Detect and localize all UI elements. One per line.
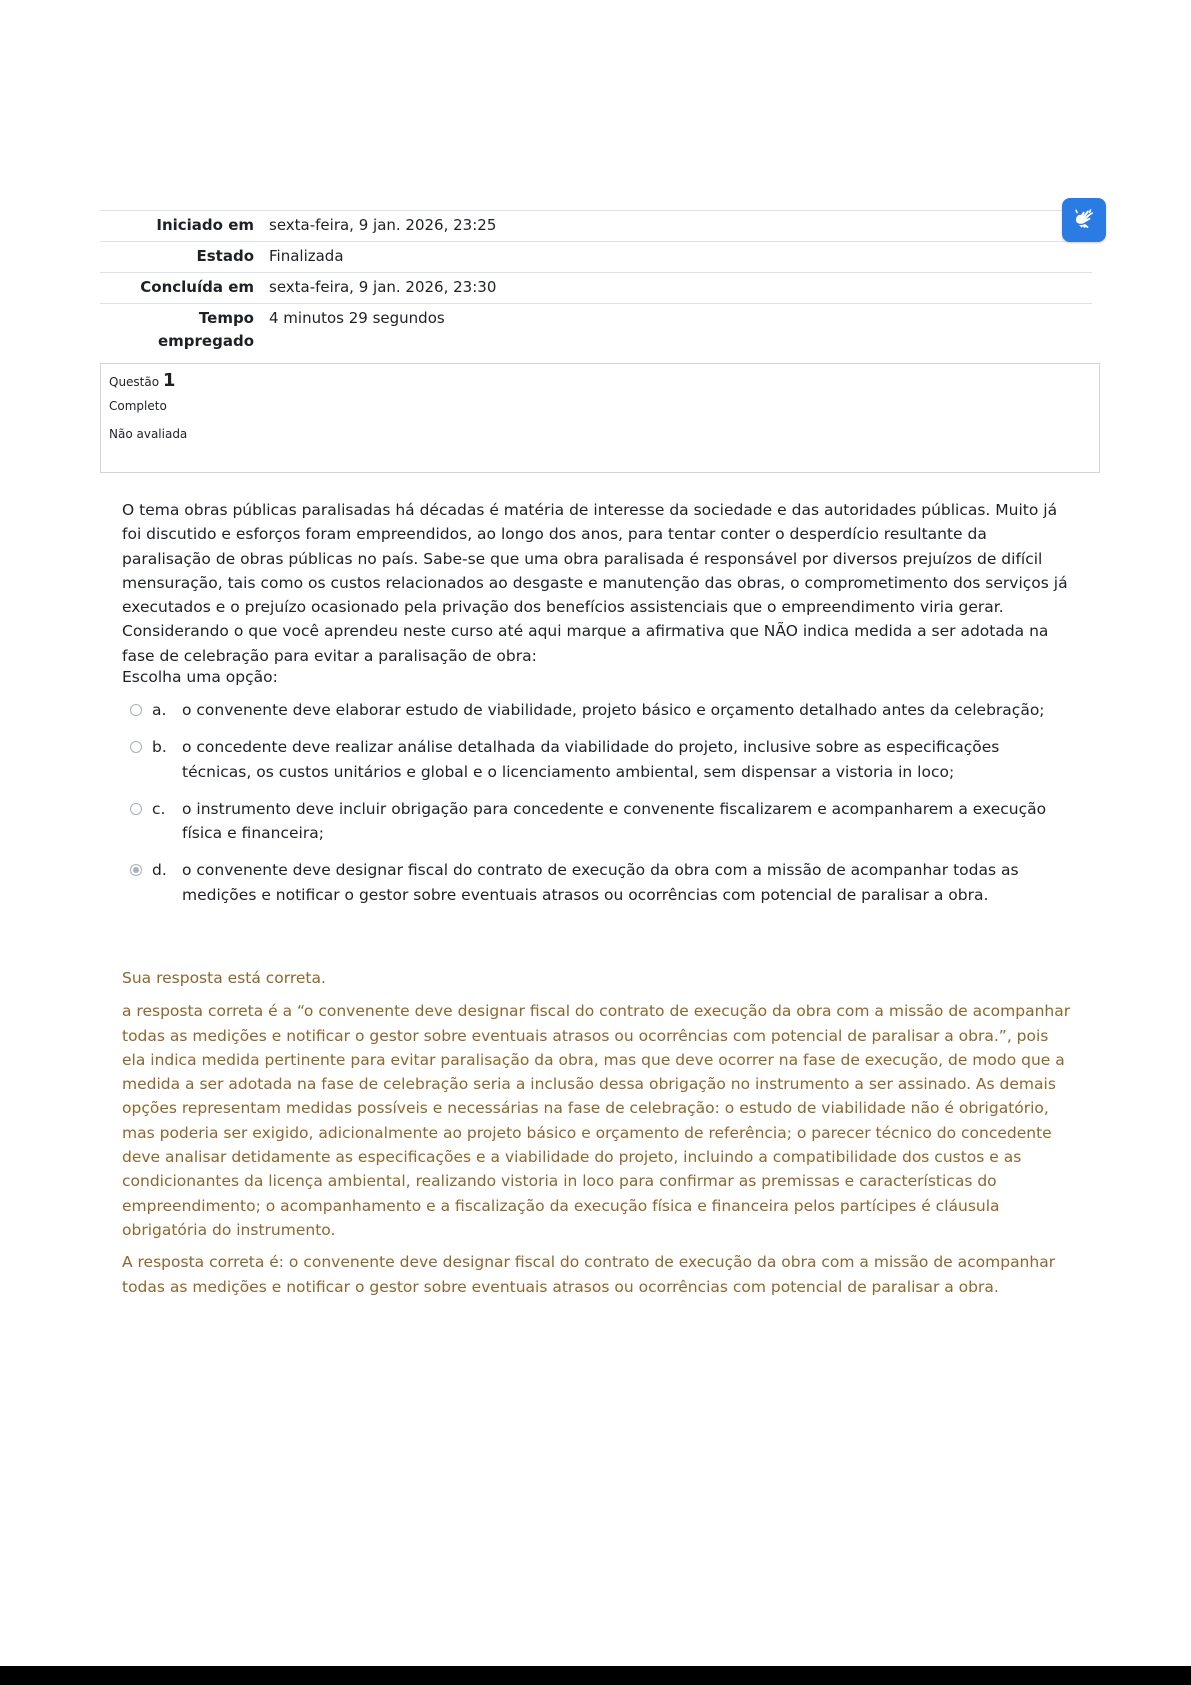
feedback-general: a resposta correta é a “o convenente deve designar fiscal do contrato de execução da obra com a missão de acompanhar todas as medições e notificar o gestor sobre eventuais atrasos ou ocorrências com potencial de paralisar a obra.”, pois ela indica medida pertinente para evitar paralisação da obra, mas que deve ocorrer na fase de execução, de modo que a medida a ser adotada na fase de celebração seria a inclusão dessa obrigação no instrumento a ser assinado. As demais opções representam medidas possíveis e necessárias na fase de celebração: o estudo de viabilidade não é obrigatório, mas poderia ser exigido, adicionalmente ao projeto básico e orçamento de referência; o parecer técnico do concedente deve analisar detidamente as especificações e a viabilidade do projeto, incluindo a compatibilidade dos custos e as condicionantes da licença ambiental, realizando vistoria in loco para confirmar as premissas e características do empreendimento; o acompanhamento e a fiscalização da execução física e financeira pelos partícipes é cláusula obrigatória do instrumento.: [122, 1002, 1071, 1239]
feedback-right-answer: A resposta correta é: o convenente deve designar fiscal do contrato de execução da obra com a missão de acompanhar todas as medições e notificar o gestor sobre eventuais atrasos ou ocorrências com potencial de paralisar a obra.: [122, 1253, 1056, 1296]
summary-row-state: [100, 241, 1092, 272]
summary-value: Finalizada: [269, 247, 344, 265]
option-letter: b.: [152, 738, 167, 757]
summary-value: 4 minutos 29 segundos: [269, 309, 445, 327]
question-number-value: 1: [162, 370, 176, 391]
answer-prompt: Escolha uma opção:: [122, 668, 278, 686]
option-text: o instrumento deve incluir obrigação para concedente e convenente fiscalizarem e acompanharem a execução física e financeira;: [182, 799, 1047, 843]
question-number: [109, 372, 1091, 391]
radio-button[interactable]: [130, 741, 142, 753]
attempt-summary-table: [100, 210, 1092, 357]
option-letter: a.: [152, 701, 167, 719]
question-label: Questão: [109, 375, 160, 389]
accessibility-button[interactable]: [1062, 198, 1106, 242]
radio-button[interactable]: [130, 803, 142, 815]
sign-language-hands-icon: [1070, 206, 1098, 234]
radio-button[interactable]: [130, 704, 142, 716]
option-text: o convenente deve elaborar estudo de viabilidade, projeto básico e orçamento detalhado antes da celebração;: [182, 701, 1045, 719]
summary-label: Concluída em: [140, 278, 254, 296]
option-letter: c.: [152, 799, 166, 818]
summary-value: sexta-feira, 9 jan. 2026, 23:25: [269, 216, 497, 234]
answer-options: [130, 698, 1070, 920]
summary-label: Tempo empregado: [157, 309, 254, 350]
question-grade: Não avaliada: [109, 427, 188, 441]
answer-option-a[interactable]: [130, 698, 1070, 722]
radio-button-selected[interactable]: [130, 864, 142, 876]
bottom-bar: [0, 1666, 1191, 1685]
answer-option-c[interactable]: [130, 797, 1070, 846]
question-text: O tema obras públicas paralisadas há décadas é matéria de interesse da sociedade e das autoridades públicas. Muito já foi discutido e esforços foram empreendidos, ao longo dos anos, para tentar conter o desperdício resultante da paralisação de obras públicas no país. Sabe-se que uma obra paralisada é responsável por diversos prejuízos de difícil mensuração, tais como os custos relacionados ao desgaste e manutenção das obras, o comprometimento dos serviços já executados e o prejuízo ocasionado pela privação dos benefícios assistenciais que o empreendimento viria gerar. Considerando o que você aprendeu neste curso até aqui marque a afirmativa que NÃO indica medida a ser adotada na fase de celebração para evitar a paralisação de obra:: [122, 501, 1068, 665]
answer-option-d[interactable]: [130, 858, 1070, 907]
answer-option-b[interactable]: [130, 735, 1070, 784]
question-state: Completo: [109, 399, 167, 413]
summary-label: Estado: [196, 247, 254, 265]
summary-row-started: [100, 210, 1092, 241]
summary-value: sexta-feira, 9 jan. 2026, 23:30: [269, 278, 497, 296]
feedback-correctness: Sua resposta está correta.: [122, 969, 326, 987]
option-text: o convenente deve designar fiscal do contrato de execução da obra com a missão de acompanhar todas as medições e notificar o gestor sobre eventuais atrasos ou ocorrências com potencial de paralisar a obra.: [182, 861, 1019, 904]
feedback-section: [122, 966, 1072, 1299]
option-letter: d.: [152, 861, 167, 880]
summary-row-time-taken: [100, 303, 1092, 357]
summary-label: Iniciado em: [156, 216, 254, 234]
question-info-box: [100, 363, 1100, 473]
summary-row-completed: [100, 272, 1092, 303]
option-text: o concedente deve realizar análise detalhada da viabilidade do projeto, inclusive sobre as especificações técnicas, os custos unitários e global e o licenciamento ambiental, sem dispensar a vistoria in loco;: [182, 738, 1000, 781]
